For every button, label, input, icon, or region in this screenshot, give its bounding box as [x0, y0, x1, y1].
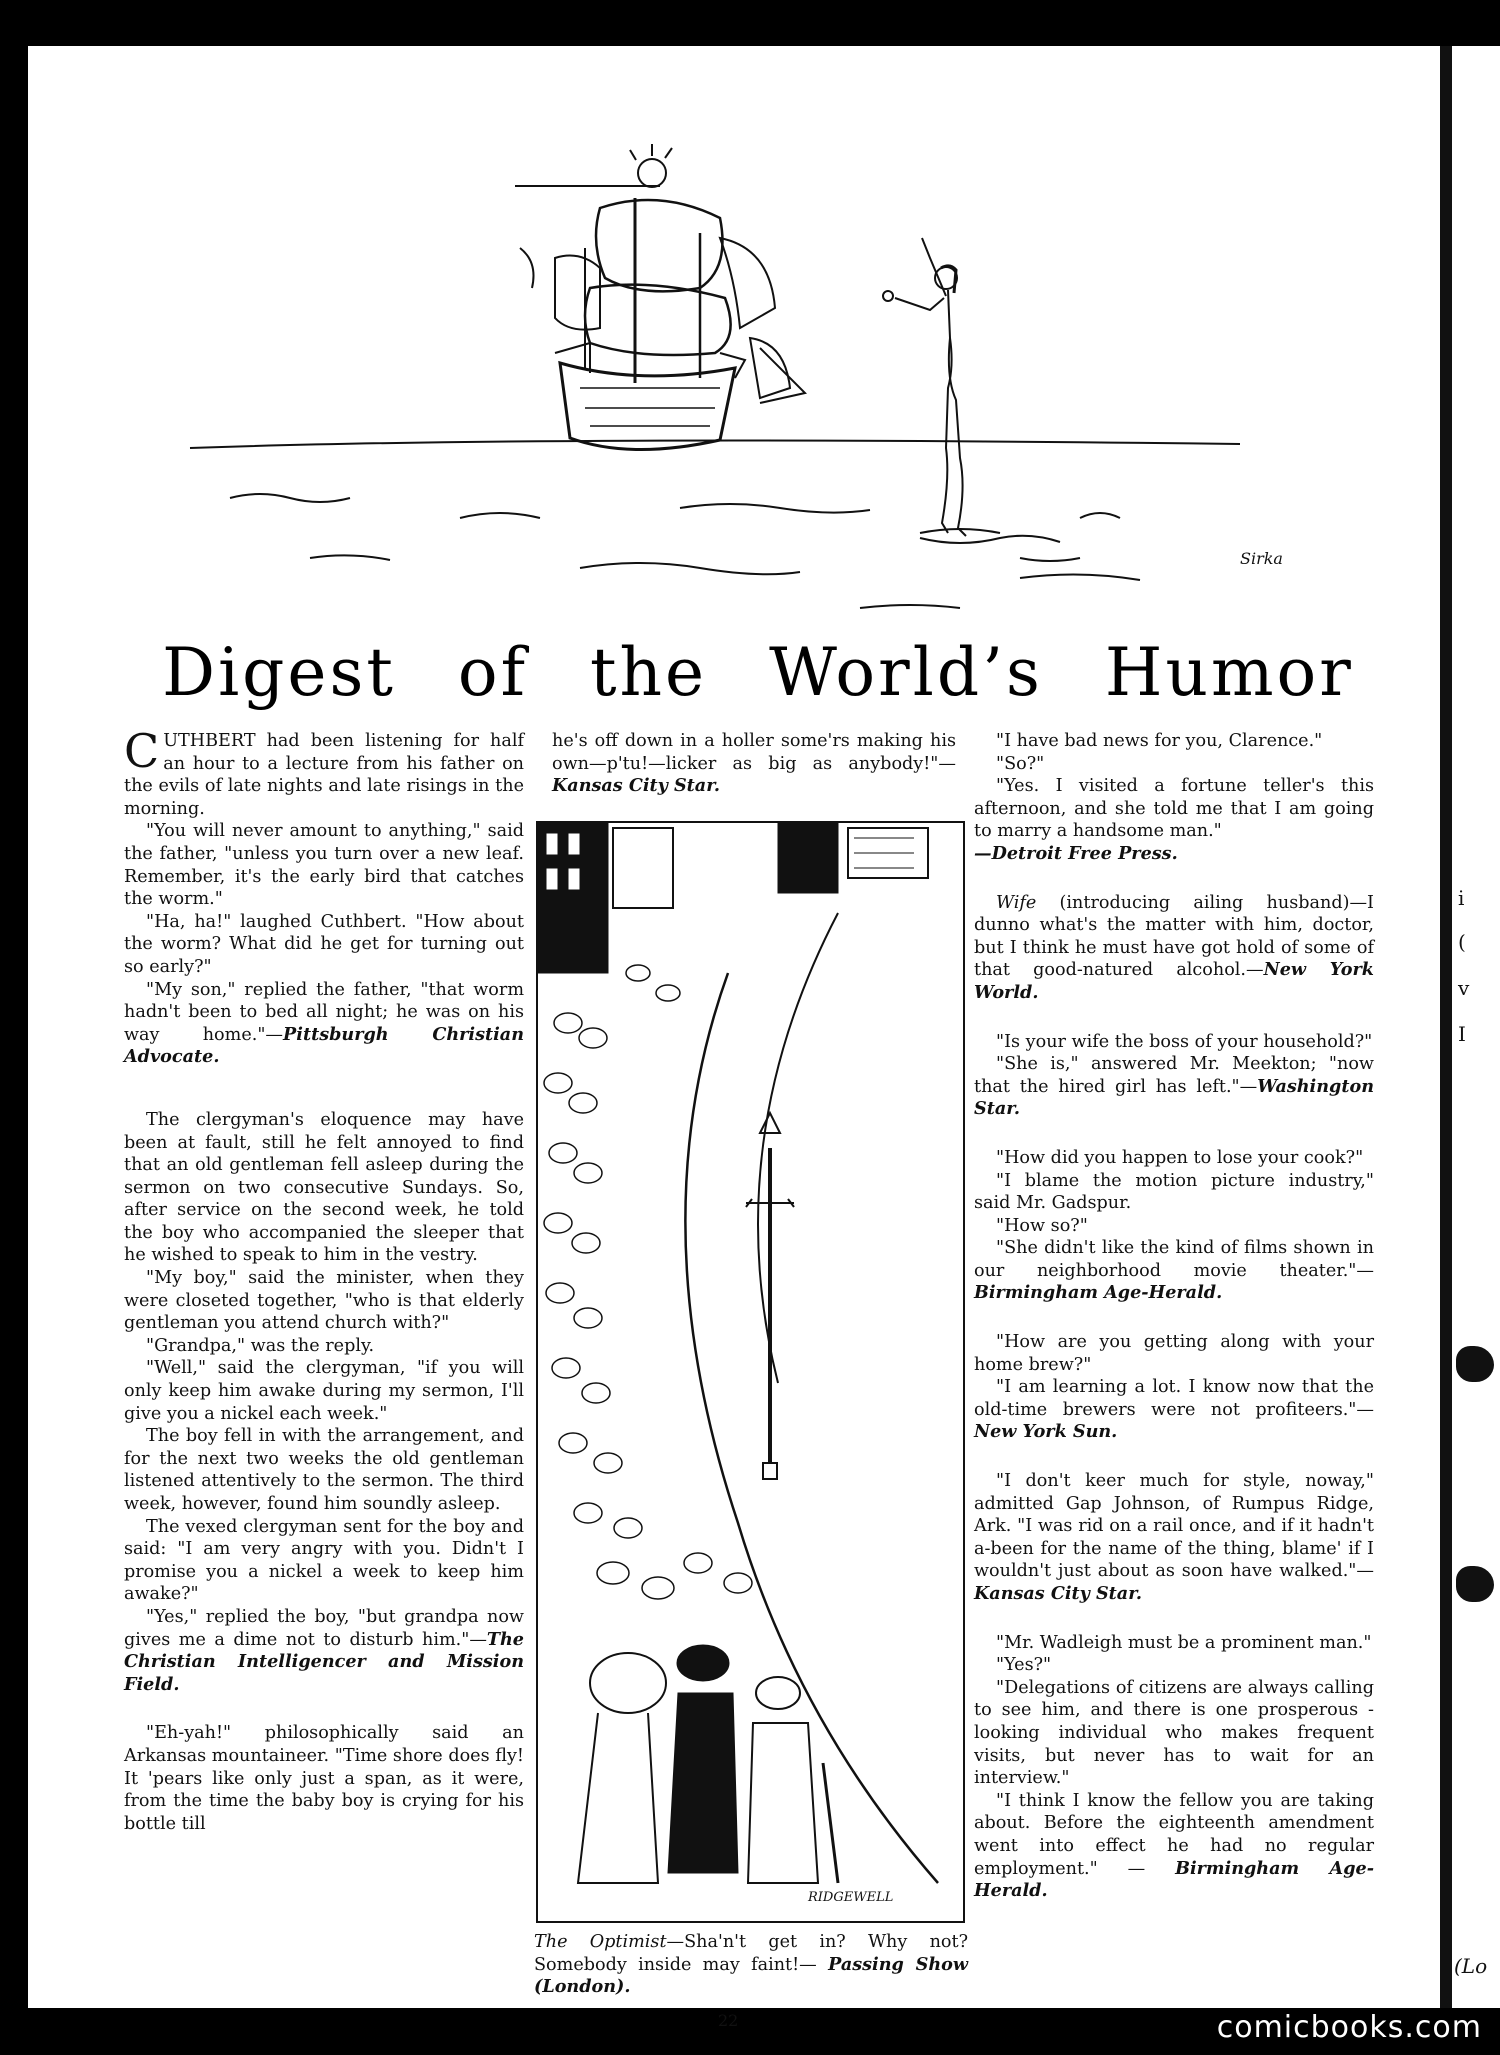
watermark: comicbooks.com — [1216, 2010, 1482, 2045]
caption-text: —Sha'n't get in? Why not? Somebody inside may faint!— — [534, 1932, 968, 1975]
paragraph: "My boy," said the minister, when they were closeted together, "who is that elderly gentleman you attend church with?" — [124, 1268, 524, 1334]
joke-ailing-husband — [974, 892, 1374, 1005]
adjacent-page-edge — [1452, 46, 1500, 2008]
cartoon-signature: RIDGEWELL — [808, 1890, 894, 1905]
paragraph: (introducing ailing husband)—I dunno what's the matter with him, doctor, but I think he must have got hold of some of that good-natured alcohol.— — [974, 892, 1374, 981]
paragraph: "You will never amount to anything," said the father, "unless you turn over a new leaf. Remember, it's the early bird that catches the worm." — [124, 821, 524, 910]
illustration-signature: Sirka — [1240, 549, 1283, 568]
paragraph: UTHBERT had been listening for half an hour to a lecture from his father on the evils of late nights and late risings in the morning. — [124, 731, 524, 819]
source-credit: New York Sun. — [974, 1421, 1118, 1443]
paragraph: "Eh-yah!" philosophically said an Arkansas mountaineer. "Time shore does fly! It 'pears like only just a span, as it were, from the time the baby boy is crying for his bottle till — [124, 1723, 524, 1834]
paragraph: "She is," answered Mr. Meekton; "now that the hired girl has left."— — [974, 1054, 1374, 1097]
text-column-2 — [552, 730, 956, 798]
paragraph: "So?" — [996, 753, 1045, 774]
source-credit: Kansas City Star. — [974, 1583, 1142, 1604]
joke-mountaineer — [124, 1722, 524, 1835]
paragraph: The clergyman's eloquence may have been at fault, still he felt annoyed to find that an old gentleman fell asleep during the sermon on two consecutive Sundays. So, after service on the second week, he told the boy who accompanied the sleeper that he wished to speak to him in the vestry. — [124, 1109, 524, 1266]
source-credit: Washington Star. — [974, 1075, 1374, 1120]
optimist-cartoon — [536, 821, 965, 1923]
adjacent-illustration-fragment — [1456, 1346, 1494, 1382]
source-credit: The Christian Intelligencer and Mission Field. — [124, 1628, 524, 1695]
source-credit: Kansas City Star. — [552, 775, 720, 797]
joke-cuthbert — [124, 724, 524, 1069]
paragraph: "Grandpa," was the reply. — [146, 1335, 375, 1356]
paragraph: "She didn't like the kind of films shown in our neighborhood movie theater."— — [974, 1238, 1374, 1281]
joke-gap-johnson — [974, 1470, 1374, 1606]
joke-household-boss — [974, 1031, 1374, 1121]
paragraph: "Mr. Wadleigh must be a prominent man." — [996, 1632, 1372, 1653]
source-credit: —Detroit Free Press. — [974, 842, 1178, 864]
text-column-3 — [974, 730, 1374, 1903]
paragraph: "I am learning a lot. I know now that the old-time brewers were not profiteers."— — [974, 1377, 1374, 1420]
paragraph: "How so?" — [996, 1215, 1088, 1236]
cartoon-drawing — [538, 823, 963, 1921]
caption-lead: The Optimist — [534, 1932, 667, 1952]
paragraph: "My son," replied the father, "that worm hadn't been to bed all night; he was on his way home."— — [124, 979, 524, 1045]
source-credit: Birmingham Age-Herald. — [974, 1857, 1374, 1902]
source-credit: Pittsburgh Christian Advocate. — [124, 1023, 524, 1068]
magazine-page — [28, 46, 1448, 2030]
adjacent-text-fragment: ( — [1458, 930, 1466, 954]
drop-cap: C — [124, 724, 160, 778]
adjacent-text-fragment: i — [1458, 886, 1465, 910]
paragraph: "Ha, ha!" laughed Cuthbert. "How about the worm? What did he get for turning out so early?" — [124, 911, 524, 977]
paragraph: "I think I know the fellow you are taking about. Before the eighteenth amendment went into effect he had no regular employment." — — [974, 1790, 1374, 1879]
adjacent-text-fragment: (Lo — [1454, 1954, 1488, 1978]
paragraph: "How are you getting along with your home brew?" — [974, 1332, 1374, 1375]
paragraph: "I have bad news for you, Clarence." — [996, 731, 1323, 751]
source-credit: Birmingham Age-Herald. — [974, 1282, 1223, 1304]
paragraph: he's off down in a holler some'rs making his own—p'tu!—licker as big as anybody!"— — [552, 731, 956, 774]
paragraph: "I blame the motion picture industry," said Mr. Gadspur. — [974, 1170, 1374, 1214]
joke-lost-cook — [974, 1147, 1374, 1305]
source-credit: New York World. — [974, 959, 1374, 1003]
paragraph: "Delegations of citizens are always calling to see him, and there is one prosperous - looking individual who makes frequent visits, but never has to wait for an interview." — [974, 1677, 1374, 1789]
paragraph: "Yes," replied the boy, "but grandpa now gives me a dime not to disturb him."— — [124, 1606, 524, 1650]
joke-mr-wadleigh — [974, 1632, 1374, 1903]
page-title: Digest of the World’s Humor — [162, 634, 1354, 711]
paragraph: "Well," said the clergyman, "if you will only keep him awake during my sermon, I'll give you a nickel each week." — [124, 1358, 524, 1424]
cartoon-caption — [534, 1931, 968, 1999]
joke-clergyman — [124, 1109, 524, 1696]
joke-home-brew — [974, 1331, 1374, 1444]
adjacent-illustration-fragment — [1456, 1566, 1494, 1602]
book-spine-gutter — [1440, 46, 1452, 2008]
adjacent-text-fragment: I — [1458, 1022, 1466, 1046]
ship-and-woman-illustration — [160, 138, 1400, 628]
paragraph: "Is your wife the boss of your household?" — [996, 1031, 1373, 1052]
adjacent-text-fragment: v — [1458, 976, 1470, 1000]
paragraph: "How did you happen to lose your cook?" — [996, 1147, 1364, 1168]
joke-lead: Wife — [996, 892, 1037, 913]
caption-source: Passing Show (London). — [534, 1953, 969, 1998]
page-number: 22 — [718, 2011, 739, 2030]
paragraph: "Yes. I visited a fortune teller's this afternoon, and she told me that I am going to marry a handsome man." — [974, 776, 1374, 842]
text-column-1 — [124, 724, 524, 1835]
paragraph: The vexed clergyman sent for the boy and said: "I am very angry with you. Didn't I promise you a nickel a week to keep him awake?" — [124, 1516, 524, 1605]
joke-clarence — [974, 730, 1374, 866]
paragraph: "I don't keer much for style, noway," admitted Gap Johnson, of Rumpus Ridge, Ark. "I was rid on a rail once, and if it hadn't a-been for the name of the thing, blame' if I wouldn't just about as soon have walked."— — [974, 1471, 1374, 1582]
paragraph: "Yes?" — [996, 1655, 1052, 1676]
paragraph: The boy fell in with the arrangement, and for the next two weeks the old gentleman listened attentively to the sermon. The third week, however, found him soundly asleep. — [124, 1426, 524, 1514]
